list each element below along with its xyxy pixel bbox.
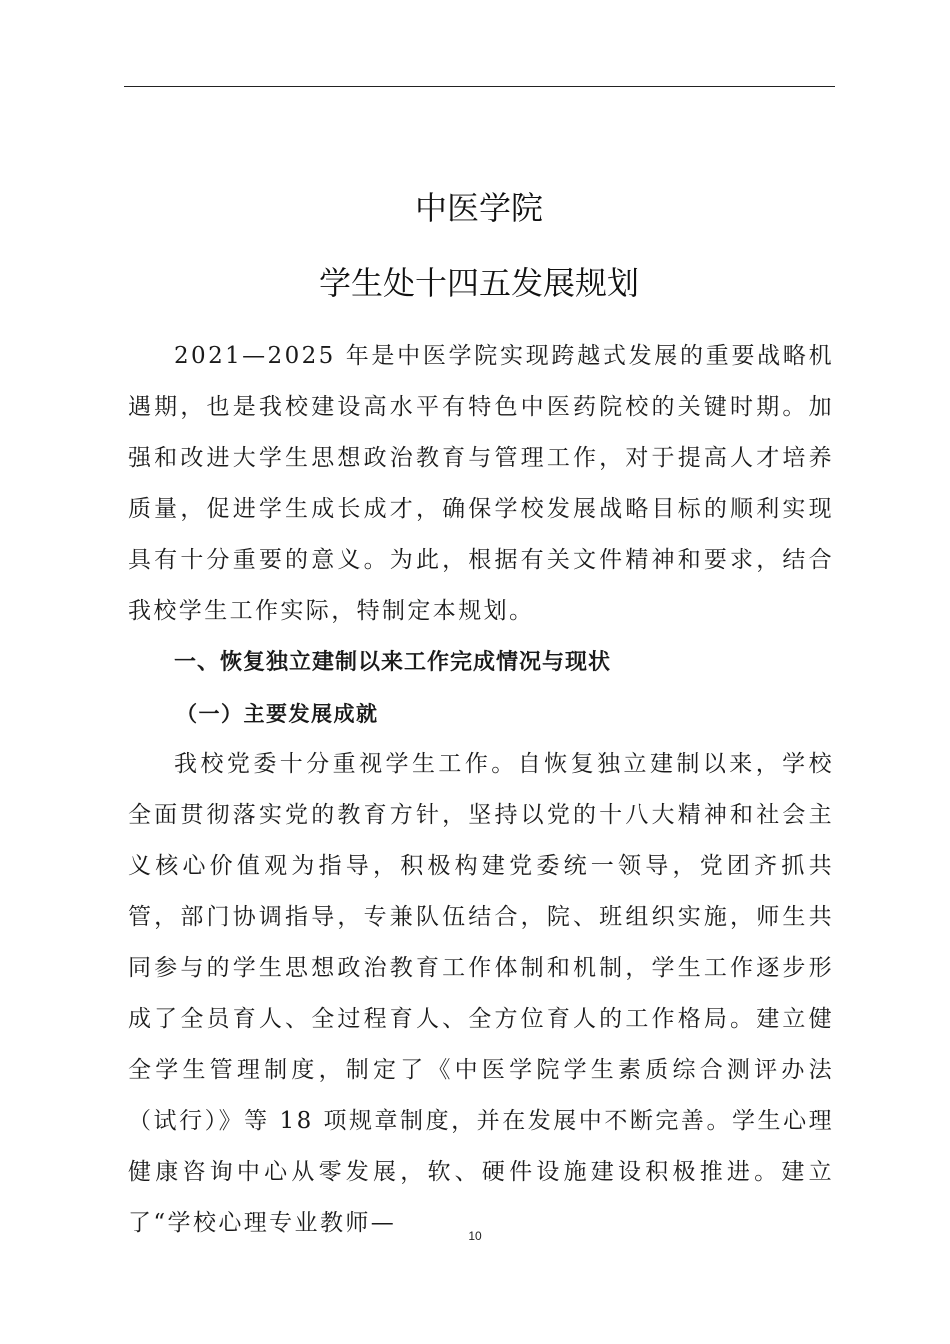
subsection-heading: （一）主要发展成就 xyxy=(176,701,379,726)
header-rule xyxy=(124,86,835,87)
document-title-line1: 中医学院 xyxy=(414,189,543,227)
document-body xyxy=(128,331,834,1249)
document-title-line2: 学生处十四五发展规划 xyxy=(318,264,639,302)
page-number: 10 xyxy=(468,1229,482,1243)
body-paragraph: 我校党委十分重视学生工作。自恢复独立建制以来，学校全面贯彻落实党的教育方针，坚持以党的十八大精神和社会主义核心价值观为指导，积极构建党委统一领导，党团齐抓共管，部门协调指导，专兼队伍结合，院、班组织实施，师生共同参与的学生思想政治教育工作体制和机制，学生工作逐步形成了全员育人、全过程育人、全方位育人的工作格局。建立健全学生管理制度，制定了《中医学院学生素质综合测评办法（试行）》等 18 项规章制度，并在发展中不断完善。学生心理健康咨询中心从零发展，软、硬件设施建设积极推进。建立了“学校心理专业教师— xyxy=(128,751,834,1236)
section-heading: 一、恢复独立建制以来工作完成情况与现状 xyxy=(174,650,612,675)
intro-paragraph: 2021—2025 年是中医学院实现跨越式发展的重要战略机遇期，也是我校建设高水平有特色中医药院校的关键时期。加强和改进大学生思想政治教育与管理工作，对于提高人才培养质量，促进学生成长成才，确保学校发展战略目标的顺利实现具有十分重要的意义。为此，根据有关文件精神和要求，结合我校学生工作实际，特制定本规划。 xyxy=(128,343,834,624)
